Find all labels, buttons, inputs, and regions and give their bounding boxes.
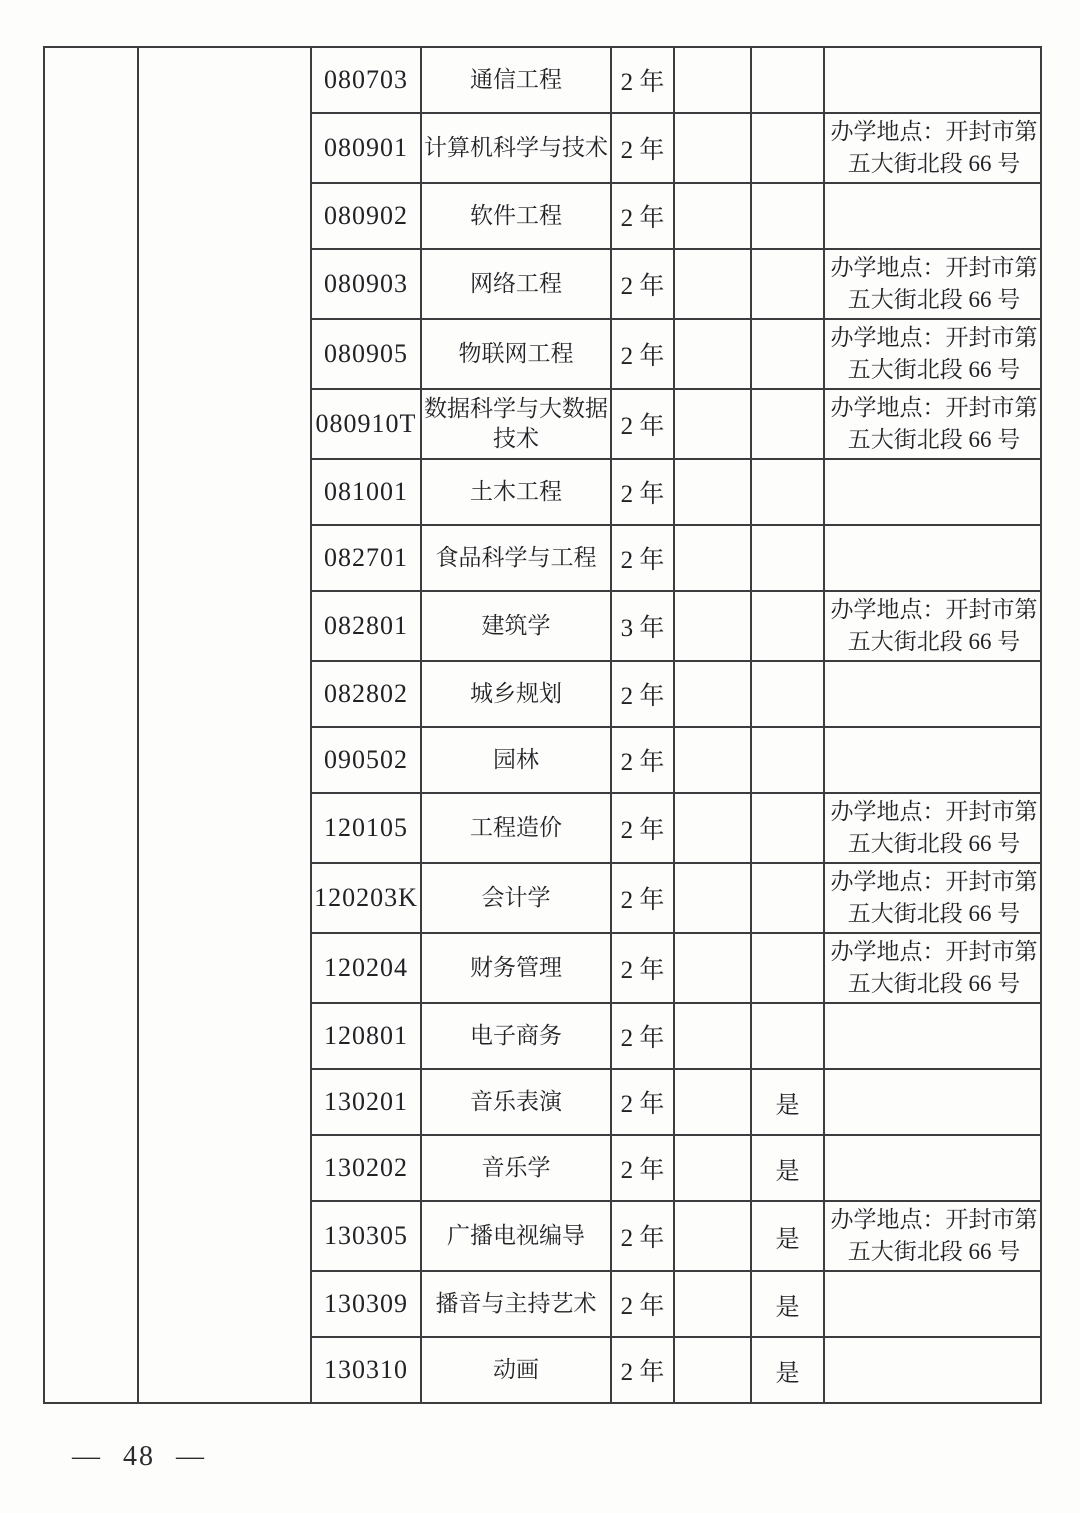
cell-yes-flag: 是 — [751, 1201, 824, 1271]
cell-location-note: 办学地点：开封市第五大街北段 66 号 — [824, 249, 1041, 319]
cell-major-name: 计算机科学与技术 — [421, 113, 611, 183]
cell-location-note — [824, 1271, 1041, 1337]
cell-blank — [674, 1135, 751, 1201]
spanning-cell-left — [44, 47, 138, 1403]
cell-yes-flag — [751, 319, 824, 389]
cell-blank — [674, 47, 751, 113]
cell-blank — [674, 793, 751, 863]
cell-major-code: 120801 — [311, 1003, 421, 1069]
cell-blank — [674, 389, 751, 459]
cell-yes-flag — [751, 1003, 824, 1069]
cell-location-note: 办学地点：开封市第五大街北段 66 号 — [824, 389, 1041, 459]
cell-blank — [674, 249, 751, 319]
cell-study-years: 2 年 — [611, 319, 674, 389]
cell-yes-flag — [751, 661, 824, 727]
cell-major-code: 080905 — [311, 319, 421, 389]
cell-location-note: 办学地点：开封市第五大街北段 66 号 — [824, 591, 1041, 661]
page-number: — 48 — — [72, 1441, 206, 1472]
cell-major-code: 090502 — [311, 727, 421, 793]
cell-major-name: 软件工程 — [421, 183, 611, 249]
cell-major-code: 130305 — [311, 1201, 421, 1271]
cell-blank — [674, 183, 751, 249]
cell-location-note: 办学地点：开封市第五大街北段 66 号 — [824, 113, 1041, 183]
cell-study-years: 3 年 — [611, 591, 674, 661]
cell-major-code: 130202 — [311, 1135, 421, 1201]
cell-study-years: 2 年 — [611, 1003, 674, 1069]
cell-yes-flag — [751, 933, 824, 1003]
cell-major-name: 会计学 — [421, 863, 611, 933]
cell-blank — [674, 1003, 751, 1069]
cell-yes-flag: 是 — [751, 1069, 824, 1135]
cell-blank — [674, 863, 751, 933]
cell-yes-flag — [751, 591, 824, 661]
cell-major-code: 120203K — [311, 863, 421, 933]
cell-major-name: 工程造价 — [421, 793, 611, 863]
cell-blank — [674, 661, 751, 727]
cell-major-code: 081001 — [311, 459, 421, 525]
cell-yes-flag — [751, 113, 824, 183]
cell-location-note — [824, 1337, 1041, 1403]
cell-major-name: 电子商务 — [421, 1003, 611, 1069]
cell-blank — [674, 113, 751, 183]
cell-location-note: 办学地点：开封市第五大街北段 66 号 — [824, 933, 1041, 1003]
cell-major-code: 120204 — [311, 933, 421, 1003]
cell-location-note — [824, 459, 1041, 525]
cell-major-name: 播音与主持艺术 — [421, 1271, 611, 1337]
cell-location-note — [824, 1135, 1041, 1201]
cell-location-note: 办学地点：开封市第五大街北段 66 号 — [824, 863, 1041, 933]
cell-major-name: 土木工程 — [421, 459, 611, 525]
cell-location-note — [824, 47, 1041, 113]
cell-study-years: 2 年 — [611, 183, 674, 249]
cell-major-code: 130201 — [311, 1069, 421, 1135]
cell-blank — [674, 727, 751, 793]
cell-yes-flag — [751, 47, 824, 113]
cell-major-name: 数据科学与大数据技术 — [421, 389, 611, 459]
majors-table — [43, 46, 1042, 1404]
cell-study-years: 2 年 — [611, 113, 674, 183]
cell-major-name: 网络工程 — [421, 249, 611, 319]
cell-yes-flag — [751, 389, 824, 459]
cell-yes-flag — [751, 525, 824, 591]
cell-blank — [674, 459, 751, 525]
cell-major-code: 082801 — [311, 591, 421, 661]
cell-major-name: 广播电视编导 — [421, 1201, 611, 1271]
cell-blank — [674, 1271, 751, 1337]
cell-location-note — [824, 661, 1041, 727]
cell-major-name: 通信工程 — [421, 47, 611, 113]
cell-study-years: 2 年 — [611, 727, 674, 793]
cell-yes-flag: 是 — [751, 1271, 824, 1337]
cell-study-years: 2 年 — [611, 249, 674, 319]
cell-location-note — [824, 183, 1041, 249]
majors-table-body — [44, 47, 1041, 1403]
cell-location-note — [824, 1069, 1041, 1135]
cell-location-note: 办学地点：开封市第五大街北段 66 号 — [824, 1201, 1041, 1271]
cell-location-note — [824, 525, 1041, 591]
cell-major-name: 财务管理 — [421, 933, 611, 1003]
cell-yes-flag — [751, 249, 824, 319]
cell-major-name: 园林 — [421, 727, 611, 793]
cell-location-note: 办学地点：开封市第五大街北段 66 号 — [824, 319, 1041, 389]
cell-blank — [674, 1201, 751, 1271]
cell-blank — [674, 319, 751, 389]
cell-study-years: 2 年 — [611, 1135, 674, 1201]
cell-blank — [674, 933, 751, 1003]
cell-major-name: 动画 — [421, 1337, 611, 1403]
cell-study-years: 2 年 — [611, 389, 674, 459]
cell-major-name: 建筑学 — [421, 591, 611, 661]
cell-yes-flag — [751, 793, 824, 863]
cell-major-name: 物联网工程 — [421, 319, 611, 389]
cell-major-name: 城乡规划 — [421, 661, 611, 727]
cell-major-code: 080903 — [311, 249, 421, 319]
cell-yes-flag — [751, 863, 824, 933]
cell-study-years: 2 年 — [611, 661, 674, 727]
cell-study-years: 2 年 — [611, 863, 674, 933]
cell-yes-flag — [751, 459, 824, 525]
cell-major-name: 食品科学与工程 — [421, 525, 611, 591]
spanning-cell-middle — [138, 47, 311, 1403]
cell-study-years: 2 年 — [611, 1337, 674, 1403]
cell-location-note: 办学地点：开封市第五大街北段 66 号 — [824, 793, 1041, 863]
cell-blank — [674, 1069, 751, 1135]
cell-study-years: 2 年 — [611, 47, 674, 113]
cell-major-code: 080910T — [311, 389, 421, 459]
cell-yes-flag: 是 — [751, 1135, 824, 1201]
cell-major-code: 080902 — [311, 183, 421, 249]
cell-major-code: 082802 — [311, 661, 421, 727]
table-row — [44, 47, 1041, 113]
cell-study-years: 2 年 — [611, 1069, 674, 1135]
cell-major-code: 130310 — [311, 1337, 421, 1403]
cell-yes-flag: 是 — [751, 1337, 824, 1403]
cell-study-years: 2 年 — [611, 459, 674, 525]
cell-yes-flag — [751, 183, 824, 249]
cell-yes-flag — [751, 727, 824, 793]
cell-blank — [674, 591, 751, 661]
cell-study-years: 2 年 — [611, 1271, 674, 1337]
cell-blank — [674, 1337, 751, 1403]
cell-major-name: 音乐表演 — [421, 1069, 611, 1135]
cell-major-code: 130309 — [311, 1271, 421, 1337]
cell-major-code: 082701 — [311, 525, 421, 591]
cell-major-code: 080901 — [311, 113, 421, 183]
cell-study-years: 2 年 — [611, 525, 674, 591]
cell-location-note — [824, 1003, 1041, 1069]
cell-blank — [674, 525, 751, 591]
cell-study-years: 2 年 — [611, 933, 674, 1003]
cell-major-name: 音乐学 — [421, 1135, 611, 1201]
cell-study-years: 2 年 — [611, 1201, 674, 1271]
cell-major-code: 080703 — [311, 47, 421, 113]
cell-study-years: 2 年 — [611, 793, 674, 863]
cell-major-code: 120105 — [311, 793, 421, 863]
cell-location-note — [824, 727, 1041, 793]
